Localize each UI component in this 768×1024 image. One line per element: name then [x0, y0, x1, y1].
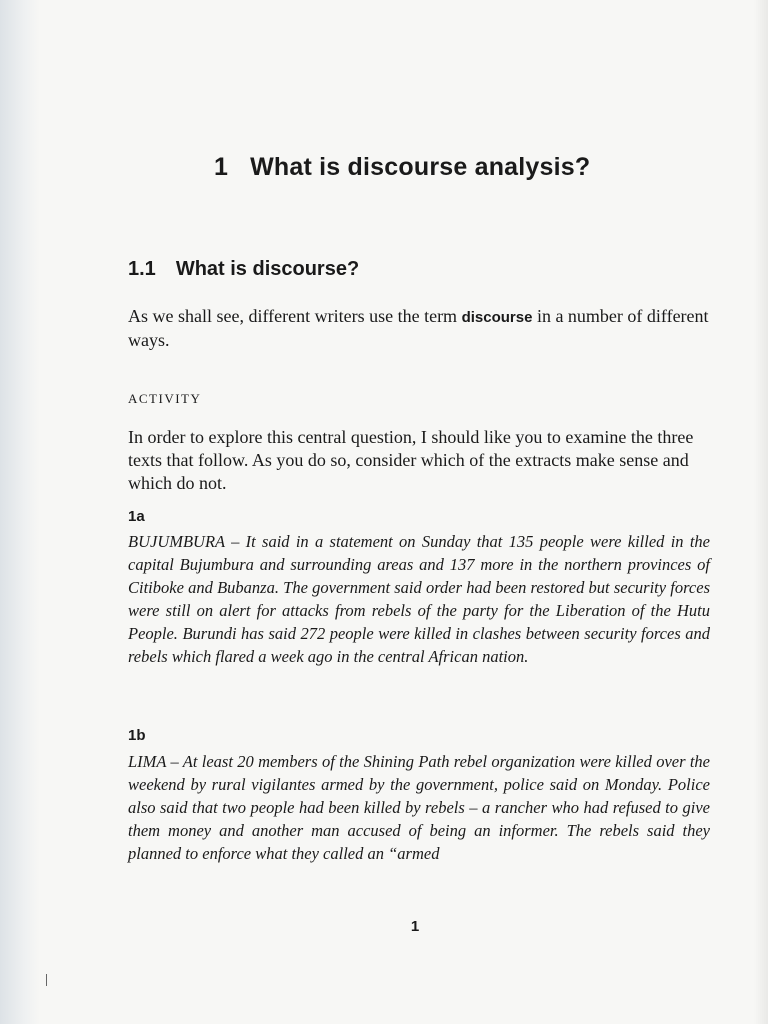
activity-paragraph: In order to explore this central question, I should like you to examine the three texts that follow. As you do so, consider which of the extracts make sense and which do not. [128, 427, 694, 493]
intro-text-before: As we shall see, different writers use the term [128, 306, 462, 326]
extract-label-1b: 1b [128, 727, 146, 744]
extract-label-1a: 1a [128, 508, 145, 525]
keyword-discourse: discourse [461, 309, 533, 326]
chapter-title-text: What is discourse analysis? [250, 153, 591, 181]
section-title-text: What is discourse? [175, 258, 360, 280]
margin-mark [46, 974, 47, 986]
chapter-title [214, 153, 590, 182]
page-number: 1 [410, 918, 420, 935]
extract-1a-text: BUJUMBURA – It said in a statement on Sunday that 135 people were killed in the capital Bujumbura and surrounding areas and 137 more in the northern provinces of Citiboke and Bubanza. The government said order had been restored but security forces were still on alert for attacks from rebels of the party for the Liberation of the Hutu People. Burundi has said 272 people were killed in clashes between security forces and rebels which flared a week ago in the central African nation. [128, 532, 710, 666]
section-number: 1.1 [128, 258, 156, 280]
extract-1b-text: LIMA – At least 20 members of the Shining Path rebel organization were killed over the weekend by rural vigilantes armed by the government, police said on Monday. Police also said that two people had been killed by rebels – a rancher who had refused to give them money and another man accused of being an informer. The rebels said they planned to enforce what they called an “armed [128, 752, 710, 863]
section-title [128, 258, 359, 281]
chapter-number: 1 [214, 153, 229, 181]
activity-label: ACTIVITY [128, 391, 202, 406]
intro-text-after: in a number of different ways. [128, 306, 709, 350]
intro-paragraph [128, 305, 713, 352]
page-edge [754, 0, 768, 1024]
binding-shadow [0, 0, 40, 1024]
